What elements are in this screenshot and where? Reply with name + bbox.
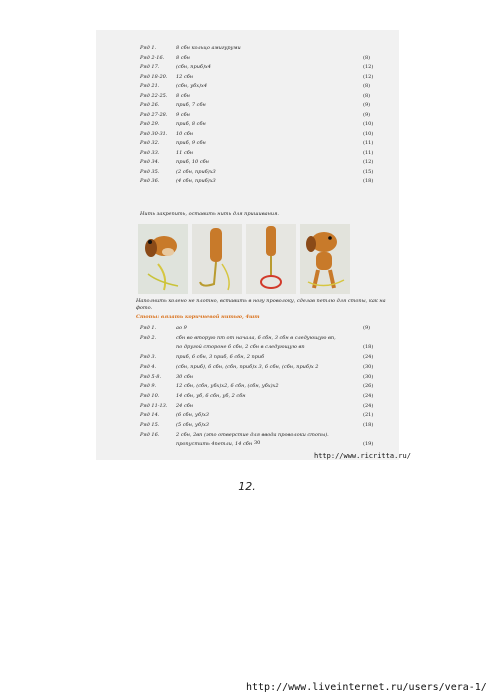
scanned-page (96, 30, 399, 460)
row-label: Ряд 2. (140, 334, 157, 341)
row-instruction: приб, 10 сбн (176, 159, 209, 165)
row-stitch-count: (18) (363, 178, 374, 184)
row-instruction: 9 сбн (176, 111, 190, 118)
row-instruction: приб, 8 сбн (176, 121, 206, 127)
row-label: Ряд 5-8. (140, 373, 162, 380)
row-instruction: приб, 9 сбн (176, 140, 206, 146)
row-stitch-count: (9) (363, 102, 371, 108)
table-row (96, 63, 399, 71)
table-row (96, 382, 399, 390)
row-label: Ряд 26. (140, 102, 160, 108)
row-instruction: (6 сбн, уб)х3 (176, 412, 209, 419)
row-label: Ряд 21. (140, 83, 160, 89)
table-row (96, 54, 399, 62)
row-instruction: пропустить 4петли, 14 сбн (176, 441, 253, 448)
photo-dog-head (138, 224, 188, 294)
row-instruction: 2 сбн, 2вп (это отверстие для ввода проволоки стопы). (176, 431, 329, 438)
table-row (96, 130, 399, 138)
row-instruction: 8 сбн (176, 92, 190, 99)
table-row (96, 168, 399, 176)
row-instruction: 24 сбн (176, 402, 194, 409)
row-stitch-count: (8) (363, 92, 371, 99)
row-instruction: ао 9 (176, 325, 187, 331)
row-instruction: 8 сбн кольцо амигуруми (176, 45, 241, 51)
row-instruction: (сбн, убх)х4 (176, 83, 207, 89)
row-instruction: (4 сбн, приб)х3 (176, 178, 216, 184)
table-row (96, 44, 399, 52)
scan-page-number: 30 (254, 440, 261, 446)
row-label: Ряд 1. (140, 45, 157, 51)
row-label: Ряд 11-13. (140, 402, 168, 409)
row-stitch-count: (10) (363, 121, 374, 127)
row-stitch-count: (12) (363, 159, 374, 165)
row-stitch-count: (30) (363, 373, 374, 380)
row-label: Ряд 35. (140, 168, 160, 175)
table-row (96, 363, 399, 371)
row-instruction: 14 сбн, уб, 6 сбн, уб, 2 сбн (176, 392, 246, 399)
table-row (96, 120, 399, 128)
row-label: Ряд 22-25. (140, 92, 168, 99)
row-label: Ряд 16. (140, 431, 160, 438)
row-instruction: (сбн, приб)х4 (176, 64, 211, 70)
row-label: Ряд 18-20. (140, 73, 168, 80)
table-row (96, 324, 399, 332)
row-instruction: 12 сбн, (сбн, убх)х2, 6 сбн, (сбн, убх)х2 (176, 383, 279, 390)
row-label: Ряд 32. (140, 140, 160, 146)
row-instruction: приб, 6 сбн, 3 приб, 6 сбн, 2 приб (176, 354, 265, 361)
footer-url[interactable]: http://www.liveinternet.ru/users/vera-1/ (246, 682, 487, 693)
row-instruction: 12 сбн (176, 73, 194, 80)
table-row (96, 402, 399, 410)
row-stitch-count: (9) (363, 325, 371, 331)
row-stitch-count: (8) (363, 54, 371, 61)
row-stitch-count: (30) (363, 363, 374, 370)
table-row (96, 431, 399, 439)
table-row (96, 92, 399, 100)
table-row (96, 82, 399, 90)
row-stitch-count: (11) (363, 140, 374, 146)
table-row (96, 343, 399, 351)
row-stitch-count: (12) (363, 64, 374, 70)
note-thread: Нить закрепить, оставить нить для пришивания. (140, 211, 280, 217)
row-instruction: сбн во вторую пт от начала, 6 сбн, 3 сбн в следующую вп, (176, 334, 336, 341)
row-label: Ряд 4. (140, 363, 157, 370)
row-label: Ряд 2-16. (140, 54, 165, 61)
row-label: Ряд 34. (140, 159, 160, 165)
table-row (96, 149, 399, 157)
row-label: Ряд 1. (140, 325, 157, 331)
row-stitch-count: (26) (363, 383, 374, 390)
row-label: Ряд 36. (140, 178, 160, 184)
row-stitch-count: (12) (363, 73, 374, 80)
row-stitch-count: (24) (363, 354, 374, 361)
photo-leg-loop (246, 224, 296, 294)
table-row (96, 392, 399, 400)
row-stitch-count: (24) (363, 402, 374, 409)
row-stitch-count: (9) (363, 111, 371, 118)
table-row (96, 440, 399, 448)
row-instruction: (5 сбн, уб)х3 (176, 422, 209, 428)
note-stuffing: Наполнить колено не плотно, вставить в ногу проволоку, сделав петлю для стопы, как на фото. (136, 298, 386, 311)
row-instruction: 30 сбн (176, 373, 194, 380)
row-label: Ряд 30-31. (140, 130, 168, 137)
row-label: Ряд 9. (140, 383, 157, 390)
table-row (96, 353, 399, 361)
table-row (96, 334, 399, 342)
row-instruction: 8 сбн (176, 54, 190, 61)
row-instruction: 11 сбн (176, 149, 194, 156)
table-row (96, 411, 399, 419)
row-stitch-count: (10) (363, 130, 374, 137)
row-instruction: по другой стороне 6 сбн, 2 сбн в следующую вп (176, 344, 305, 351)
row-label: Ряд 27-28. (140, 111, 168, 118)
row-label: Ряд 14. (140, 412, 160, 419)
row-stitch-count: (15) (363, 168, 374, 175)
table-row (96, 101, 399, 109)
table-row (96, 421, 399, 429)
row-instruction: 10 сбн (176, 130, 194, 137)
row-instruction: приб, 7 сбн (176, 102, 206, 108)
row-label: Ряд 33. (140, 149, 160, 156)
row-instruction: (сбн, приб), 6 сбн, (сбн, приб)х 3, 6 сбн, (сбн, приб)х 2 (176, 363, 319, 370)
row-stitch-count: (18) (363, 422, 374, 428)
row-label: Ряд 15. (140, 422, 160, 428)
table-row (96, 158, 399, 166)
table-row (96, 373, 399, 381)
row-stitch-count: (19) (363, 441, 374, 448)
table-row (96, 73, 399, 81)
row-label: Ряд 17. (140, 64, 160, 70)
row-instruction: (2 сбн, приб)х3 (176, 168, 216, 175)
table-row (96, 139, 399, 147)
photo-leg-wire (192, 224, 242, 294)
site-url[interactable]: http://www.ricritta.ru/ (314, 452, 411, 460)
row-label: Ряд 3. (140, 354, 157, 361)
row-label: Ряд 29. (140, 121, 160, 127)
row-stitch-count: (11) (363, 149, 374, 156)
section-heading-feet: Стопы: вязать коричневой нитью, 4шт (136, 314, 260, 320)
table-row (96, 177, 399, 185)
row-label: Ряд 10. (140, 392, 160, 399)
row-stitch-count: (18) (363, 344, 374, 351)
row-stitch-count: (21) (363, 412, 374, 419)
photo-dog-body (300, 224, 350, 294)
page-number: 12. (238, 480, 256, 493)
row-stitch-count: (24) (363, 392, 374, 399)
row-stitch-count: (8) (363, 83, 371, 89)
table-row (96, 111, 399, 119)
